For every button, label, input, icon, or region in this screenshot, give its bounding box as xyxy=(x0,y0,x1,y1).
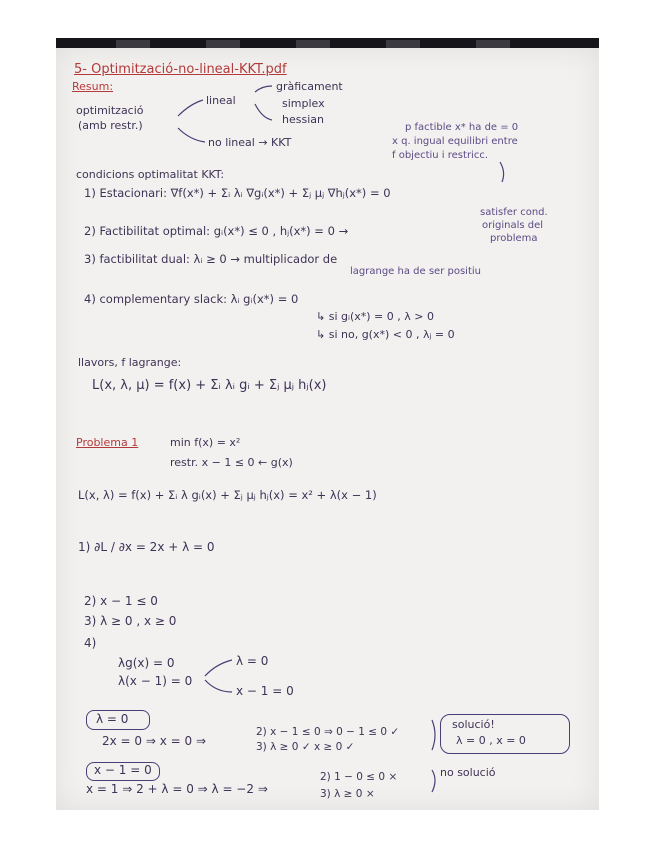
condition-3-note: lagrange ha de ser positiu xyxy=(350,266,481,277)
problem-lagrangian: L(x, λ) = f(x) + Σᵢ λ gᵢ(x) + Σⱼ μⱼ hⱼ(x) = x² + λ(x − 1) xyxy=(78,488,377,502)
case1-check1: 2) x − 1 ≤ 0 ⇒ 0 − 1 ≤ 0 ✓ xyxy=(256,726,400,738)
condition-3: 3) factibilitat dual: λᵢ ≥ 0 → multiplicador de xyxy=(84,252,338,266)
problem-restriction: restr. x − 1 ≤ 0 ← g(x) xyxy=(170,456,293,469)
tree-root-line2: (amb restr.) xyxy=(78,119,143,132)
tree-grafic: gràficament xyxy=(276,80,343,93)
condition-4: 4) complementary slack: λᵢ gᵢ(x*) = 0 xyxy=(84,292,299,306)
lagrange-intro: llavors, f lagrange: xyxy=(78,356,182,369)
problem-objective: min f(x) = x² xyxy=(170,436,241,449)
lagrange-formula: L(x, λ, μ) = f(x) + Σᵢ λᵢ gᵢ + Σⱼ μⱼ hⱼ(x) xyxy=(92,378,327,393)
step-1: 1) ∂L / ∂x = 2x + λ = 0 xyxy=(78,540,215,554)
step-3: 3) λ ≥ 0 , x ≥ 0 xyxy=(84,614,177,628)
problem-label: Problema 1 xyxy=(76,436,139,449)
tree-no-lineal: no lineal → KKT xyxy=(208,136,292,149)
tree-lineal: lineal xyxy=(206,94,236,107)
side-note-line2: x q. ingual equilibri entre xyxy=(392,136,518,147)
tree-simplex: simplex xyxy=(282,97,325,110)
condition-4-case-b: ↳ si no, g(x*) < 0 , λⱼ = 0 xyxy=(316,328,455,341)
condition-2-note2: originals del xyxy=(482,220,544,231)
step-4-a: λg(x) = 0 xyxy=(118,656,175,670)
notebook-page xyxy=(56,48,599,810)
condition-2-note3: problema xyxy=(490,233,538,244)
branch-x1: x − 1 = 0 xyxy=(236,684,294,698)
case2-result: no solució xyxy=(440,766,496,779)
case2-label: x − 1 = 0 xyxy=(94,763,152,777)
side-note-line3: f objectiu i restricc. xyxy=(392,150,489,161)
case2-check2: 3) λ ≥ 0 × xyxy=(320,788,375,800)
case1-label: λ = 0 xyxy=(96,712,129,726)
step-4-b: λ(x − 1) = 0 xyxy=(118,674,193,688)
condition-1: 1) Estacionari: ∇f(x*) + Σᵢ λᵢ ∇gᵢ(x*) + Σⱼ μⱼ ∇hⱼ(x*) = 0 xyxy=(84,186,391,200)
case1-result2: λ = 0 , x = 0 xyxy=(456,734,526,747)
case1-line: 2x = 0 ⇒ x = 0 ⇒ xyxy=(102,734,207,748)
case2-line: x = 1 ⇒ 2 + λ = 0 ⇒ λ = −2 ⇒ xyxy=(86,782,268,796)
condition-2: 2) Factibilitat optimal: gᵢ(x*) ≤ 0 , hⱼ(x*) = 0 → xyxy=(84,224,349,238)
step-4: 4) xyxy=(84,636,97,650)
tree-hessian: hessian xyxy=(282,113,324,126)
page-title: 5- Optimització-no-lineal-KKT.pdf xyxy=(74,62,287,77)
resum-label: Resum: xyxy=(72,80,114,93)
tree-root-line1: optimització xyxy=(76,104,144,117)
condition-2-note1: satisfer cond. xyxy=(480,207,548,218)
step-2: 2) x − 1 ≤ 0 xyxy=(84,594,158,608)
case2-check1: 2) 1 − 0 ≤ 0 × xyxy=(320,771,398,783)
case1-result1: solució! xyxy=(452,718,495,731)
side-note-line1: p factible x* ha de = 0 xyxy=(405,122,519,133)
branch-lambda0: λ = 0 xyxy=(236,654,269,668)
condition-4-case-a: ↳ si gᵢ(x*) = 0 , λ > 0 xyxy=(316,310,434,323)
conditions-heading: condicions optimalitat KKT: xyxy=(76,168,225,181)
case1-check2: 3) λ ≥ 0 ✓ x ≥ 0 ✓ xyxy=(256,741,355,753)
